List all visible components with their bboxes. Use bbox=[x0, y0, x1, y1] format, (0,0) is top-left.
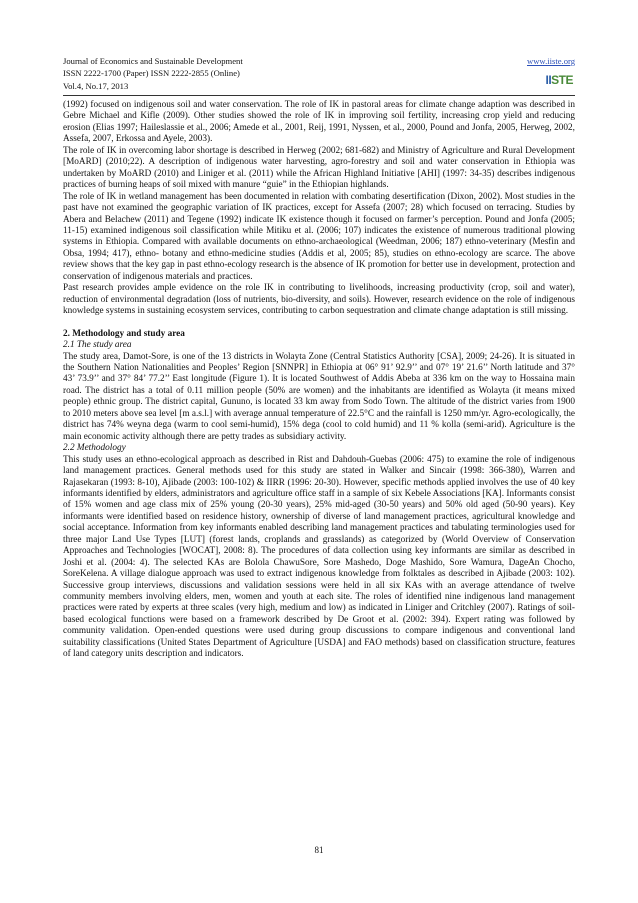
header-rule bbox=[63, 95, 575, 96]
volume-line: Vol.4, No.17, 2013 bbox=[63, 80, 129, 91]
page-number: 81 bbox=[314, 845, 324, 855]
section-heading-methodology: 2. Methodology and study area bbox=[63, 328, 185, 339]
subsection-heading-study-area bbox=[63, 340, 575, 351]
journal-title: Journal of Economics and Sustainable Development bbox=[63, 56, 243, 66]
paragraph-4: Past research provides ample evidence on the role IK in contributing to livelihoods, increasing productivity (crop, soil and water), reduction of environmental degradation (loss of nutrients, bio-diversity, and soils). However, research evidence on the role of indigenous knowledge systems in sustaining ecosystem services, contributing to carbon sequestration and climate change adaptation is still missing. bbox=[63, 283, 575, 317]
issn-line: ISSN 2222-1700 (Paper) ISSN 2222-2855 (Online) bbox=[63, 68, 240, 79]
subsection-title: 2.1 The study area bbox=[63, 340, 132, 351]
paragraph-1: (1992) focused on indigenous soil and water conservation. The role of IK in pastoral areas for climate change adaption was described in Gebre Michael and Kifle (2009). Other studies showed the role of IK in improving soil fertility, increasing crop yield and reducing erosion (Elias 1997; Haileslassie et al., 2006; Amede et al., 2001, Reij, 1991, Nyssen, et al., 2000, Pound and Jonfa, 2005, Herweg, 2002, Assefa, 2007, Erkossa and Ayele, 2003). bbox=[63, 100, 575, 145]
running-header bbox=[63, 55, 575, 92]
paragraph-3: The role of IK in wetland management has been documented in relation with combating desertification (Dixon, 2002). Most studies in the past have not examined the geographic variation of IK practices, except for Assefa (2007; 28) which focused on terracing. Studies by Abera and Belachew (2011) and Tegene (1992) indicate IK existence though it focused on farmer’s perception. Pound and Jonfa (2005; 11-15) examined indigenous soil classification while Mitiku et al. (2006; 107) indicates the existence of numerous traditional plowing systems in Ethiopia. Compared with available documents on ethno-archaeological (Weedman, 2006; 187) ethno-veterinary (Mesfin and Obsa, 1994; 417), ethno- botany and ethno-medicine studies (Addis et al, 2005; 85), studies on ethno-ecology are scarce. The above review shows that the key gap in past ethno-ecology research is the absence of IK promotion for better use in development, protection and conservation of indigenous materials and practices. bbox=[63, 191, 575, 282]
study-area-text: The study area, Damot-Sore, is one of the 13 districts in Wolayta Zone (Central Statistics Authority [CSA], 2009; 24-26). It is situated in the Southern Nation Nationalities and Peoples’ Region [SNNPR] in Ethiopia at 06° 91’ 92.9’’ and 07° 19’ 21.6’’ North latitude and 37° 43’ 73.9’’ and 37° 84’ 77.2’’ East longitude (Figure 1). It is located Southwest of Addis Abeba at 336 km on the way to Hossaina main road. The district has a total of 0.11 million people (50% are women) and the inhabitants are identified as Wolayta (it means mixed people) ethnic group. The district capital, Gununo, is located 33 km away from Sodo Town. The altitude of the district varies from 1900 to 2010 meters above sea level [m a.s.l.] with average annual temperature of 22.5°C and the rainfall is 1250 mm/yr. Agro-ecologically, the district has 74% weyna dega (warm to cool semi-humid), 15% dega (cool to cold humid) and 11 % kolla (semi-arid). Agriculture is the main economic activity although there are petty trades as subsidiary activity. bbox=[63, 351, 575, 442]
methodology-text: This study uses an ethno-ecological approach as described in Rist and Dahdouh-Guebas (2006: 475) to examine the role of indigenous land management practices. General methods used for this study are stated in Walker and Sincair (1998: 366-380), Warren and Rajasekaran (1993: 8-10), Ajibade (2003: 100-102) & IIRR (1996: 20-30). However, specific methods applied involves the use of 40 key informants identified by elders, administrators and agriculture office staff in a sample of six Kebele Associations [KA]. Informants consist of 15% women and age class mix of 25% young (20-30 years), 25% mid-aged (30-50 years) and 50% old aged (50-90 years). Key informants were identified based on residence history, ownership of diverse of land management practices, agricultural knowledge and social acceptance. Information from key informants enabled describing land management practices and tabulating terminologies used for three major Land Use Types [LUT] (forest lands, croplands and grasslands) as categorized by (World Overview of Conservation Approaches and Technologies [WOCAT], 2008: 8). The procedures of data collection using key informants are similar as described in Joshi et al. (2004: 4). The selected KAs are Bolola ChawuSore, Sore Mashedo, Doge Mashido, Sore Wamura, DageAn Chocho, SoreKelena. A village dialogue approach was used to extract indigenous knowledge from folktales as described in Ajibade (2003: 102). Successive group interviews, discussions and validation sessions were held in all six KAs with an average attendance of twelve community members involving elders, men, women and youth at each site. The roles of identified nine indigenous land management practices were rated by experts at three scales (very high, medium and low) as indicated in Liniger and Critchley (2007). Ratings of soil-based ecological functions were based on a framework described by De Groot et al. (2002: 394). Expert rating was followed by community validation. Open-ended questions were used during group discussions to compare indigenous and conventional land suitability classifications (United States Department of Agriculture [USDA] and FAO methods) based on classification structure, features of land category units description and indicators. bbox=[63, 454, 575, 660]
iiste-logo: IISTE bbox=[545, 73, 573, 87]
subsection-title: 2.2 Methodology bbox=[63, 443, 126, 454]
paragraph-2: The role of IK in overcoming labor shortage is described in Herweg (2002; 681-682) and Ministry of Agriculture and Rural Development [MoARD] (2010;22). A description of indigenous water harvesting, agro-forestry and soil and water conservation in Ethiopia was undertaken by MoARD (2010) and Liniger et al. (2011) while the African Highland Initiative [AHI] (1997: 34-35) describes indigenous practices of burning heaps of soil mixed with manure “guie” in the Ethiopian highlands. bbox=[63, 145, 575, 191]
website-link[interactable]: www.iiste.org bbox=[527, 56, 575, 66]
article-body bbox=[63, 100, 575, 661]
subsection-heading-methodology bbox=[63, 443, 575, 454]
